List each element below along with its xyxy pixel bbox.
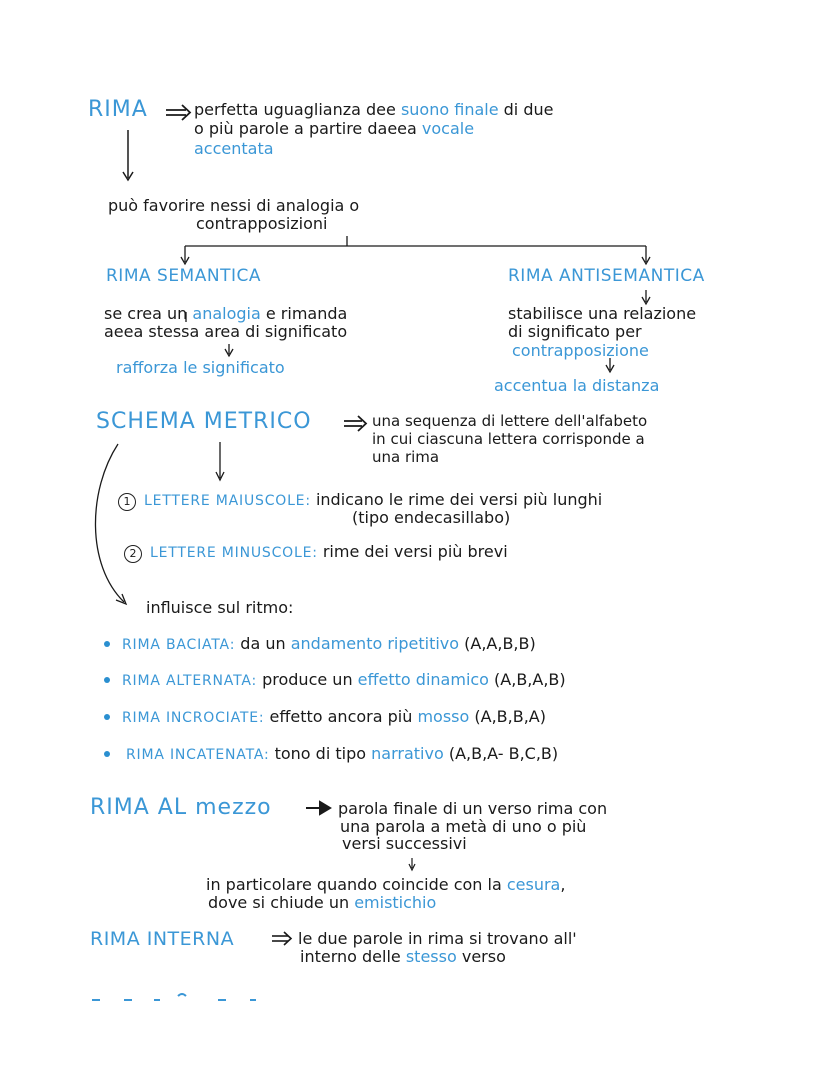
influence-text: influisce sul ritmo: [146,598,294,617]
list-item-alternata: RIMA ALTERNATA: produce un effetto dinamico (A,B,A,B) [122,670,566,689]
mezzo-note-line1: in particolare quando coincide con la cesura, [206,875,566,894]
schema-def-line1: una sequenza di lettere dell'alfabeto [372,412,648,430]
schema-def-line2: in cui ciascuna lettera corrisponde a [372,430,645,448]
mezzo-line1: parola finale di un verso rima con [338,799,608,818]
schema-item-1-note: (tipo endecasillabo) [352,508,511,527]
list-item-incatenata: RIMA INCATENATA: tono di tipo narrativo (A,B,A- B,C,B) [126,744,559,763]
semantica-result: rafforza le significato [116,358,285,377]
semantica-line2: aeea stessa area di significato [104,322,348,341]
rima-favor-line2: contrapposizioni [196,214,328,233]
rima-semantica-title: RIMA SEMANTICA [106,266,261,286]
antisemantica-result: accentua la distanza [494,376,660,395]
antisemantica-line1: stabilisce una relazione [508,304,697,323]
interna-line2: interno delle stesso verso [300,947,506,966]
interna-line1: le due parole in rima si trovano all' [298,929,577,948]
rima-title: RIMA [88,97,148,122]
mezzo-line3: versi successivi [342,834,467,853]
semantica-line1: se crea un analogia e rimanda [104,304,348,323]
rima-definition-line3: accentata [194,139,274,158]
rima-definition-line2: o più parole a partire daeea vocale [194,119,475,138]
antisemantica-line3: contrapposizione [512,341,649,360]
rima-interna-title: RIMA INTERNA [90,928,235,950]
rima-antisemantica-title: RIMA ANTISEMANTICA [508,266,705,286]
mezzo-line2: una parola a metà di uno o più [340,817,587,836]
schema-item-1: 1 LETTERE MAIUSCOLE: indicano le rime dei versi più lunghi [118,492,602,511]
number-badge-1: 1 [118,493,136,511]
mezzo-note-line2: dove si chiude un emistichio [208,893,437,912]
schema-item-2: 2 LETTERE MINUSCOLE: rime dei versi più brevi [124,544,508,563]
rima-al-mezzo-title: RIMA AL mezzo [90,795,272,820]
rima-definition-line1: perfetta uguaglianza dee suono finale di due [194,100,554,119]
rima-favor-line1: può favorire nessi di analogia o [108,196,360,215]
list-item-baciata: RIMA BACIATA: da un andamento ripetitivo (A,A,B,B) [122,634,536,653]
antisemantica-line2: di significato per [508,322,642,341]
number-badge-2: 2 [124,545,142,563]
schema-def-line3: una rima [372,448,440,466]
schema-metrico-title: SCHEMA METRICO [96,409,312,434]
list-item-incrociate: RIMA INCROCIATE: effetto ancora più mosso (A,B,B,A) [122,707,546,726]
